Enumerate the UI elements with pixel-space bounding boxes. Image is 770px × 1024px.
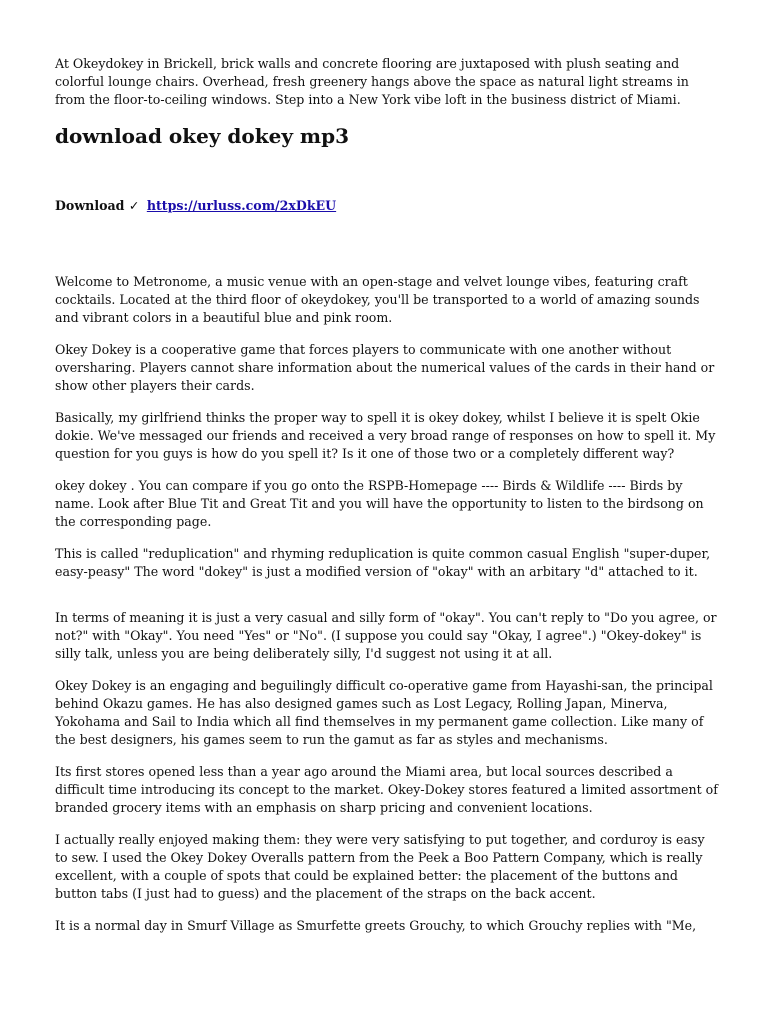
body-paragraph: Okey Dokey is an engaging and beguilingly difficult co-operative game from Hayashi-san, the principal behind Okazu games. He has also designed games such as Lost Legacy, Rolling Japan, Minerva, Yokohama and Sail to India which all find themselves in my permanent game collection. Like many of the best designers, his games seem to run the gamut as far as styles and mechanisms. (55, 678, 713, 747)
body-paragraph: It is a normal day in Smurf Village as Smurfette greets Grouchy, to which Grouchy replies with "Me, (55, 918, 697, 933)
document-page (55, 55, 720, 949)
download-link[interactable]: https://urluss.com/2xDkEU (146, 198, 337, 213)
intro-paragraph: At Okeydokey in Brickell, brick walls and concrete flooring are juxtaposed with plush seating and colorful lounge chairs. Overhead, fresh greenery hangs above the space as natural light streams in from the floor-to-ceiling windows. Step into a New York vibe loft in the business district of Miami. (55, 56, 689, 107)
body-paragraph: okey dokey . You can compare if you go onto the RSPB-Homepage ---- Birds & Wildlife ---- Birds by name. Look after Blue Tit and Great Tit and you will have the opportunity to listen to the birdsong on the corresponding page. (55, 478, 704, 529)
body-paragraph: I actually really enjoyed making them: they were very satisfying to put together, and corduroy is easy to sew. I used the Okey Dokey Overalls pattern from the Peek a Boo Pattern Company, which is really excellent, with a couple of spots that could be explained better: the placement of the buttons and button tabs (I just had to guess) and the placement of the straps on the back accent. (55, 832, 705, 901)
download-label: Download (55, 198, 125, 213)
page-heading: download okey dokey mp3 (55, 124, 349, 148)
body-paragraph: This is called "reduplication" and rhyming reduplication is quite common casual English "super-duper, easy-peasy" The word "dokey" is just a modified version of "okay" with an arbitary "d" attached to it. (55, 546, 711, 579)
checkmark-icon: ✓ (128, 198, 140, 213)
spacer (55, 595, 720, 609)
body-paragraph: In terms of meaning it is just a very casual and silly form of "okay". You can't reply to "Do you agree, or not?" with "Okay". You need "Yes" or "No". (I suppose you could say "Okay, I agree".) "Okey-dokey" is silly talk, unless you are being deliberately silly, I'd suggest not using it at all. (55, 610, 717, 661)
spacer (55, 215, 720, 273)
body-paragraph: Welcome to Metronome, a music venue with an open-stage and velvet lounge vibes, featuring craft cocktails. Located at the third floor of okeydokey, you'll be transported to a world of amazing sounds and vibrant colors in a beautiful blue and pink room. (55, 274, 700, 325)
download-line (55, 197, 720, 215)
body-paragraph: Its first stores opened less than a year ago around the Miami area, but local sources described a difficult time introducing its concept to the market. Okey-Dokey stores featured a limited assortment of branded grocery items with an emphasis on sharp pricing and convenient locations. (55, 764, 718, 815)
body-paragraph: Okey Dokey is a cooperative game that forces players to communicate with one another without oversharing. Players cannot share information about the numerical values of the cards in their hand or show other players their cards. (55, 342, 715, 393)
body-paragraph: Basically, my girlfriend thinks the proper way to spell it is okey dokey, whilst I believe it is spelt Okie dokie. We've messaged our friends and received a very broad range of responses on how to spell it. My question for you guys is how do you spell it? Is it one of those two or a completely different way? (55, 410, 716, 461)
